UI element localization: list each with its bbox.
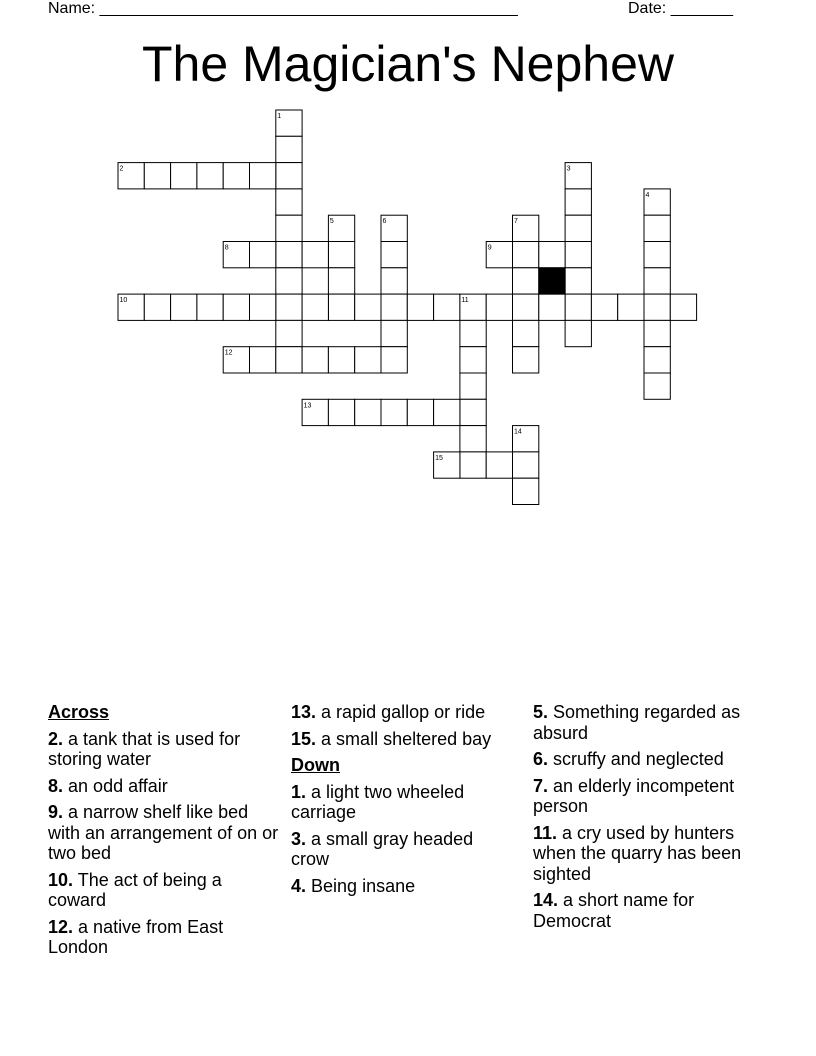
clue-number: 10. xyxy=(48,869,74,890)
grid-cell[interactable] xyxy=(460,320,486,346)
grid-cell[interactable] xyxy=(381,268,407,294)
grid-cell[interactable] xyxy=(513,426,539,452)
grid-cell[interactable] xyxy=(644,189,670,215)
clue-number: 11. xyxy=(533,822,558,843)
clue-item xyxy=(48,729,284,770)
grid-cell[interactable] xyxy=(381,347,407,373)
grid-cell[interactable] xyxy=(276,320,302,346)
grid-cell[interactable] xyxy=(644,320,670,346)
grid-cell[interactable] xyxy=(486,294,512,320)
grid-cell[interactable] xyxy=(223,347,249,373)
grid-cell[interactable] xyxy=(250,347,276,373)
grid-cell[interactable] xyxy=(644,347,670,373)
grid-cell[interactable] xyxy=(302,399,328,425)
grid-cell[interactable] xyxy=(407,399,433,425)
down-heading: Down xyxy=(291,755,340,775)
grid-cell[interactable] xyxy=(223,163,249,189)
grid-cell[interactable] xyxy=(328,399,354,425)
clues-column-2 xyxy=(291,702,516,902)
grid-cell[interactable] xyxy=(565,242,591,268)
grid-cell[interactable] xyxy=(539,294,565,320)
grid-cell[interactable] xyxy=(276,294,302,320)
grid-cell[interactable] xyxy=(434,452,460,478)
cell-number: 13 xyxy=(303,402,312,410)
grid-cell[interactable] xyxy=(513,478,539,504)
puzzle-title: The Magician's Nephew xyxy=(141,36,675,92)
grid-cell[interactable] xyxy=(118,163,144,189)
grid-cell[interactable] xyxy=(460,347,486,373)
clue-item xyxy=(533,702,769,743)
grid-cell[interactable] xyxy=(513,452,539,478)
clue-item xyxy=(291,876,516,897)
grid-cell[interactable] xyxy=(513,347,539,373)
date-blank[interactable]: _______ xyxy=(670,0,733,17)
clue-text: a rapid gallop or ride xyxy=(321,702,486,722)
clue-item xyxy=(533,749,769,770)
cell-number: 5 xyxy=(329,218,334,226)
grid-cell[interactable] xyxy=(513,215,539,241)
header xyxy=(48,0,733,18)
clue-number: 13. xyxy=(291,702,317,722)
grid-cell[interactable] xyxy=(591,294,617,320)
grid-cell[interactable] xyxy=(302,347,328,373)
clue-text: a tank that is used for storing water xyxy=(48,728,241,769)
clue-number: 9. xyxy=(48,802,64,822)
clue-number: 8. xyxy=(48,775,64,796)
name-label: Name: xyxy=(48,0,96,17)
grid-cell[interactable] xyxy=(302,294,328,320)
grid-cell[interactable] xyxy=(276,136,302,162)
grid-cell[interactable] xyxy=(276,110,302,136)
cell-number: 11 xyxy=(461,297,469,305)
cell-number: 3 xyxy=(566,165,571,173)
grid-cell[interactable] xyxy=(197,294,223,320)
across-heading: Across xyxy=(48,702,110,722)
grid-cell[interactable] xyxy=(460,294,486,320)
grid-cell[interactable] xyxy=(644,215,670,241)
clue-number: 12. xyxy=(48,916,74,937)
cell-number: 9 xyxy=(487,244,492,252)
grid-cell[interactable] xyxy=(644,242,670,268)
grid-cell[interactable] xyxy=(565,320,591,346)
grid-cell[interactable] xyxy=(171,163,197,189)
name-field[interactable] xyxy=(48,0,518,17)
grid-cell[interactable] xyxy=(355,399,381,425)
grid-cell[interactable] xyxy=(565,163,591,189)
date-field[interactable] xyxy=(628,0,733,18)
grid-cell[interactable] xyxy=(250,163,276,189)
grid-cell[interactable] xyxy=(644,294,670,320)
clue-number: 14. xyxy=(533,890,559,910)
grid-cell[interactable] xyxy=(223,294,249,320)
grid-cell[interactable] xyxy=(250,294,276,320)
date-label: Date: xyxy=(628,0,667,17)
black-cell xyxy=(539,268,565,294)
clue-text: a small sheltered bay xyxy=(321,728,492,749)
clue-number: 3. xyxy=(291,828,307,849)
grid-cell[interactable] xyxy=(144,294,170,320)
clue-number: 4. xyxy=(291,875,307,896)
cell-number: 6 xyxy=(382,218,387,226)
clue-text: a cry used by hunters when the quarry has been sighted xyxy=(533,822,742,884)
clue-text: a small gray headed crow xyxy=(291,828,474,869)
grid-cell[interactable] xyxy=(276,163,302,189)
cell-number: 15 xyxy=(435,454,443,462)
grid-cell[interactable] xyxy=(276,189,302,215)
grid-cell[interactable] xyxy=(250,242,276,268)
clue-number: 2. xyxy=(48,728,64,749)
grid-cell[interactable] xyxy=(276,242,302,268)
grid-cell[interactable] xyxy=(407,294,433,320)
cell-number: 10 xyxy=(119,297,128,305)
grid-cell[interactable] xyxy=(302,242,328,268)
clue-text: Something regarded as absurd xyxy=(533,702,741,743)
grid-cell[interactable] xyxy=(513,242,539,268)
grid-cell[interactable] xyxy=(328,268,354,294)
cell-number: 12 xyxy=(224,349,233,357)
grid-cell[interactable] xyxy=(565,189,591,215)
grid-cell[interactable] xyxy=(381,320,407,346)
grid-cell[interactable] xyxy=(565,215,591,241)
clue-item xyxy=(48,802,284,864)
grid-cell[interactable] xyxy=(486,242,512,268)
grid-cell[interactable] xyxy=(223,242,249,268)
grid-cell[interactable] xyxy=(118,294,144,320)
grid-cell[interactable] xyxy=(276,215,302,241)
cell-number: 7 xyxy=(514,218,518,226)
grid-cell[interactable] xyxy=(328,347,354,373)
clue-item xyxy=(533,890,769,931)
clue-text: The act of being a coward xyxy=(48,869,222,910)
clue-text: an elderly incompetent person xyxy=(533,775,735,816)
name-blank[interactable]: _______________________________________________ xyxy=(99,0,518,17)
grid-cell[interactable] xyxy=(381,242,407,268)
grid-cell[interactable] xyxy=(513,268,539,294)
cell-number: 14 xyxy=(514,428,522,436)
clue-number: 5. xyxy=(533,702,549,722)
grid-cell[interactable] xyxy=(460,399,486,425)
clue-text: a short name for Democrat xyxy=(533,890,695,931)
cell-number: 1 xyxy=(277,113,282,120)
grid-cell[interactable] xyxy=(381,399,407,425)
cell-number: 8 xyxy=(224,244,229,252)
grid-cell[interactable] xyxy=(355,347,381,373)
clue-item xyxy=(291,829,516,870)
cell-number: 2 xyxy=(119,165,124,173)
grid-cell[interactable] xyxy=(328,242,354,268)
clue-text: scruffy and neglected xyxy=(553,749,724,769)
grid-cell[interactable] xyxy=(276,268,302,294)
grid-cell[interactable] xyxy=(460,452,486,478)
clue-item xyxy=(533,823,769,885)
grid-cell[interactable] xyxy=(460,426,486,452)
grid-cell[interactable] xyxy=(644,373,670,399)
clue-item xyxy=(48,776,284,797)
clue-text: a light two wheeled carriage xyxy=(291,781,465,822)
clue-text: a narrow shelf like bed with an arrangement of on or two bed xyxy=(48,802,279,863)
clue-text: a native from East London xyxy=(48,916,224,957)
grid-cell[interactable] xyxy=(381,294,407,320)
clues-column-1 xyxy=(48,702,284,964)
cell-number: 4 xyxy=(645,191,650,199)
grid-cell[interactable] xyxy=(144,163,170,189)
grid-cell[interactable] xyxy=(565,268,591,294)
clue-item xyxy=(291,729,516,750)
grid-cell[interactable] xyxy=(513,294,539,320)
grid-cell[interactable] xyxy=(197,163,223,189)
grid-cell[interactable] xyxy=(486,452,512,478)
clue-item xyxy=(291,782,516,823)
clue-item xyxy=(533,776,769,817)
clue-item xyxy=(48,870,284,911)
clue-text: an odd affair xyxy=(68,775,168,796)
grid-cell[interactable] xyxy=(381,215,407,241)
clue-text: Being insane xyxy=(311,875,416,896)
grid-cell[interactable] xyxy=(460,373,486,399)
clue-item xyxy=(291,702,516,723)
clue-item xyxy=(48,917,284,958)
clue-number: 15. xyxy=(291,728,317,749)
grid-cell[interactable] xyxy=(434,294,460,320)
grid-cell[interactable] xyxy=(513,320,539,346)
grid-cell[interactable] xyxy=(355,294,381,320)
grid-cell[interactable] xyxy=(670,294,696,320)
grid-cell[interactable] xyxy=(434,399,460,425)
clue-number: 7. xyxy=(533,775,549,796)
grid-cell[interactable] xyxy=(644,268,670,294)
grid-cell[interactable] xyxy=(539,242,565,268)
grid-cell[interactable] xyxy=(171,294,197,320)
grid-cell[interactable] xyxy=(328,215,354,241)
clue-number: 1. xyxy=(291,781,307,802)
clue-number: 6. xyxy=(533,749,549,769)
clues-column-3 xyxy=(533,702,769,937)
grid-cell[interactable] xyxy=(618,294,644,320)
grid-cell[interactable] xyxy=(328,294,354,320)
grid-cell[interactable] xyxy=(565,294,591,320)
grid-cell[interactable] xyxy=(276,347,302,373)
